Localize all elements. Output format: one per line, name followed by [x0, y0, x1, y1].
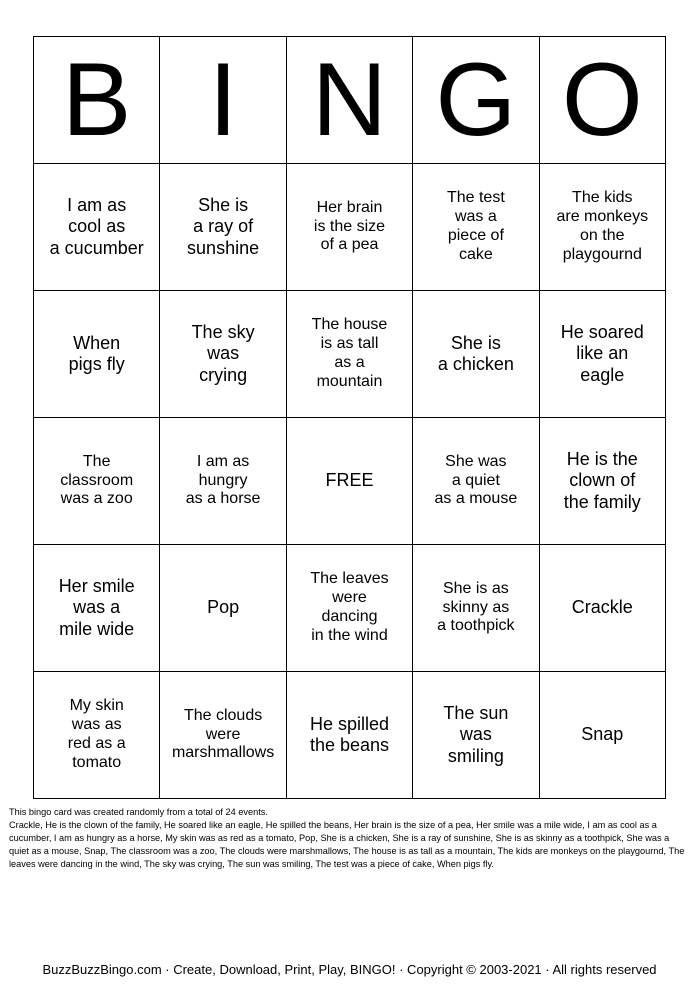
card-description-summary: This bingo card was created randomly from a total of 24 events. [9, 807, 268, 817]
bingo-cell: Her smile was a mile wide [34, 545, 160, 672]
bingo-cell: The sky was crying [160, 291, 286, 418]
bingo-cell: Pop [160, 545, 286, 672]
bingo-cell: She is a chicken [413, 291, 539, 418]
header-letter-b: B [34, 37, 160, 164]
bingo-row [34, 291, 666, 418]
bingo-row [34, 545, 666, 672]
bingo-cell: He spilled the beans [286, 672, 412, 799]
bingo-row [34, 672, 666, 799]
bingo-cell: She is as skinny as a toothpick [413, 545, 539, 672]
bingo-cell: The leaves were dancing in the wind [286, 545, 412, 672]
bingo-cell: The house is as tall as a mountain [286, 291, 412, 418]
bingo-cell: I am as cool as a cucumber [34, 164, 160, 291]
card-description [9, 806, 689, 871]
bingo-cell: He is the clown of the family [539, 418, 665, 545]
page-footer: BuzzBuzzBingo.com · Create, Download, Print, Play, BINGO! · Copyright © 2003-2021 · All rights reserved [42, 962, 657, 977]
bingo-cell: Snap [539, 672, 665, 799]
bingo-cell: I am as hungry as a horse [160, 418, 286, 545]
bingo-cell: The clouds were marshmallows [160, 672, 286, 799]
bingo-row [34, 164, 666, 291]
bingo-header-row [34, 37, 666, 164]
free-space-cell: FREE [286, 418, 412, 545]
bingo-cell: The sun was smiling [413, 672, 539, 799]
bingo-card [33, 36, 666, 799]
bingo-cell: The classroom was a zoo [34, 418, 160, 545]
bingo-cell: He soared like an eagle [539, 291, 665, 418]
bingo-cell: Crackle [539, 545, 665, 672]
header-letter-o: O [539, 37, 665, 164]
header-letter-i: I [160, 37, 286, 164]
bingo-cell: My skin was as red as a tomato [34, 672, 160, 799]
card-description-events: Crackle, He is the clown of the family, He soared like an eagle, He spilled the beans, Her brain is the size of a pea, Her smile was a mile wide, I am as cool as a cucumber, I am as hungry as a horse, My skin was as red as a tomato, Pop, She is a chicken, She is a ray of sunshine, She is as skinny as a toothpick, She was a quiet as a mouse, Snap, The classroom was a zoo, The clouds were marshmallows, The house is as tall as a mountain, The kids are monkeys on the playgournd, The leaves were dancing in the wind, The sky was crying, The sun was smiling, The test was a piece of cake, When pigs fly. [9, 820, 685, 870]
bingo-cell: The test was a piece of cake [413, 164, 539, 291]
bingo-cell: When pigs fly [34, 291, 160, 418]
header-letter-n: N [286, 37, 412, 164]
bingo-cell: The kids are monkeys on the playgournd [539, 164, 665, 291]
bingo-cell: She was a quiet as a mouse [413, 418, 539, 545]
bingo-cell: She is a ray of sunshine [160, 164, 286, 291]
bingo-row [34, 418, 666, 545]
bingo-cell: Her brain is the size of a pea [286, 164, 412, 291]
header-letter-g: G [413, 37, 539, 164]
